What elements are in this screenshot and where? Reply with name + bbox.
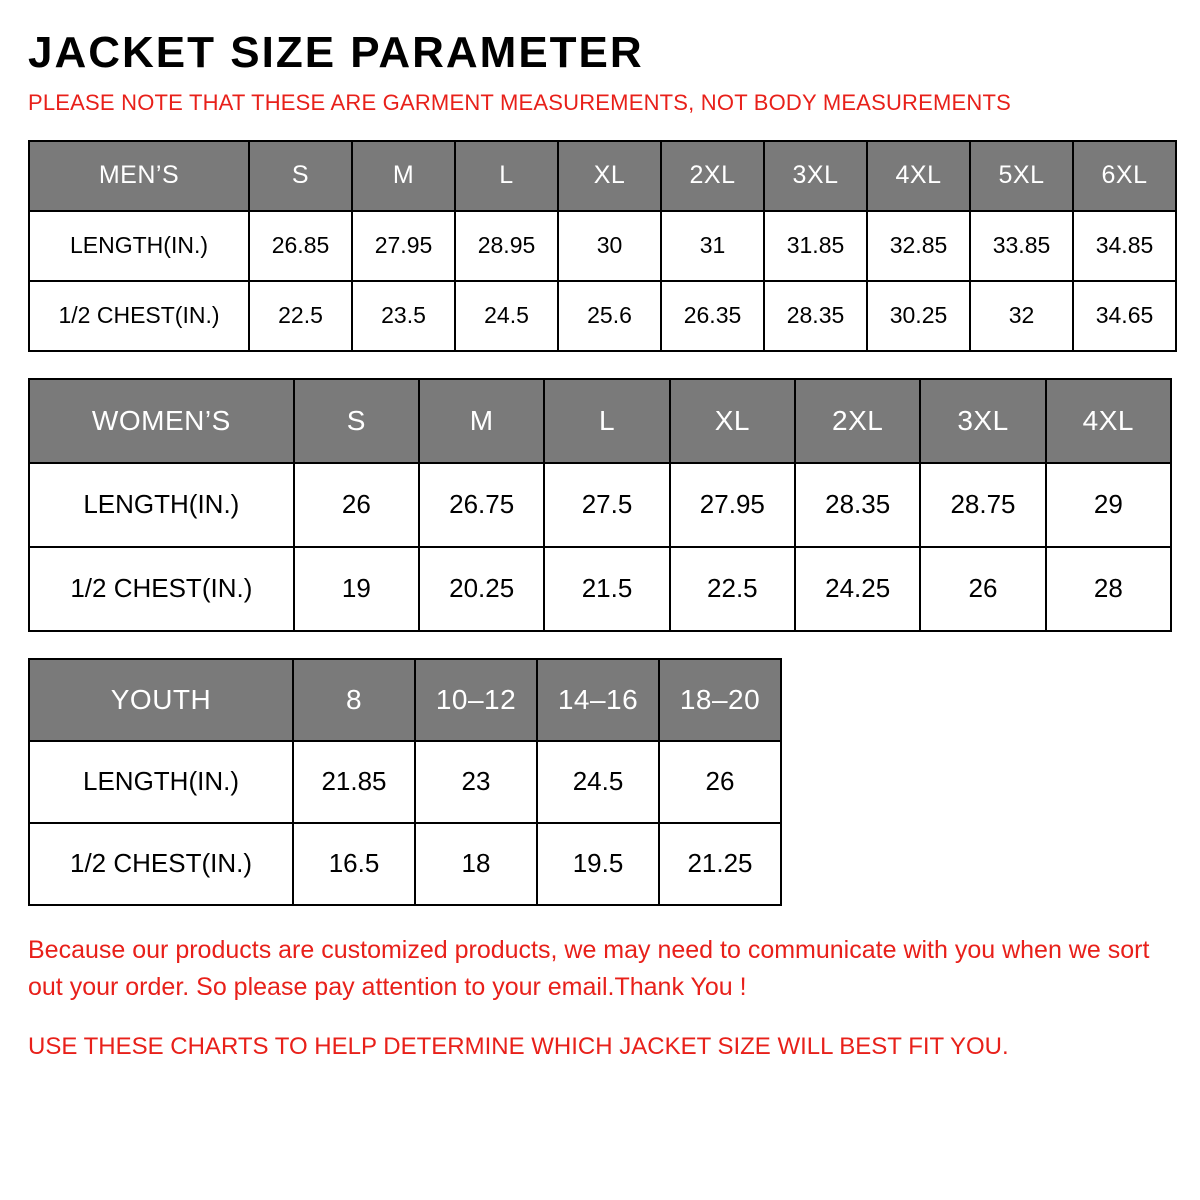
size-header-cell: S bbox=[249, 141, 352, 211]
measurement-cell: 19 bbox=[294, 547, 419, 631]
measurement-cell: 20.25 bbox=[419, 547, 544, 631]
footer-note-customization: Because our products are customized products, we may need to communicate with you when we sort out your order. So please pay attention to your email.Thank You ! bbox=[28, 935, 1150, 1002]
measurement-cell: 18 bbox=[415, 823, 537, 905]
measurement-cell: 24.25 bbox=[795, 547, 920, 631]
measurement-cell: 26 bbox=[920, 547, 1045, 631]
row-label: 1/2 CHEST(IN.) bbox=[29, 547, 294, 631]
youth-table-label: YOUTH bbox=[29, 659, 293, 741]
measurement-cell: 22.5 bbox=[670, 547, 795, 631]
table-row bbox=[29, 211, 1176, 281]
measurement-cell: 23 bbox=[415, 741, 537, 823]
measurement-cell: 28.35 bbox=[764, 281, 867, 351]
size-header-cell: 3XL bbox=[764, 141, 867, 211]
measurement-cell: 28 bbox=[1046, 547, 1171, 631]
size-header-cell: 18–20 bbox=[659, 659, 781, 741]
size-header-cell: 6XL bbox=[1073, 141, 1176, 211]
mens-size-table bbox=[28, 140, 1177, 352]
measurement-cell: 26 bbox=[659, 741, 781, 823]
size-header-cell: 2XL bbox=[795, 379, 920, 463]
measurement-cell: 21.25 bbox=[659, 823, 781, 905]
measurement-cell: 34.85 bbox=[1073, 211, 1176, 281]
measurement-cell: 22.5 bbox=[249, 281, 352, 351]
size-header-cell: 3XL bbox=[920, 379, 1045, 463]
measurement-cell: 27.95 bbox=[352, 211, 455, 281]
measurement-cell: 26 bbox=[294, 463, 419, 547]
measurement-cell: 29 bbox=[1046, 463, 1171, 547]
row-label: LENGTH(IN.) bbox=[29, 211, 249, 281]
measurement-cell: 31 bbox=[661, 211, 764, 281]
measurement-cell: 31.85 bbox=[764, 211, 867, 281]
size-header-cell: XL bbox=[670, 379, 795, 463]
size-header-cell: M bbox=[419, 379, 544, 463]
footer-note-charts: USE THESE CHARTS TO HELP DETERMINE WHICH JACKET SIZE WILL BEST FIT YOU. bbox=[28, 1032, 1009, 1060]
measurement-cell: 27.5 bbox=[544, 463, 669, 547]
measurement-cell: 24.5 bbox=[455, 281, 558, 351]
measurement-cell: 33.85 bbox=[970, 211, 1073, 281]
row-label: LENGTH(IN.) bbox=[29, 463, 294, 547]
size-header-cell: M bbox=[352, 141, 455, 211]
measurement-cell: 34.65 bbox=[1073, 281, 1176, 351]
measurement-cell: 32.85 bbox=[867, 211, 970, 281]
row-label: LENGTH(IN.) bbox=[29, 741, 293, 823]
size-header-cell: 8 bbox=[293, 659, 415, 741]
measurement-cell: 26.85 bbox=[249, 211, 352, 281]
size-header-cell: 14–16 bbox=[537, 659, 659, 741]
measurement-cell: 19.5 bbox=[537, 823, 659, 905]
table-row bbox=[29, 741, 781, 823]
table-row bbox=[29, 281, 1176, 351]
table-header-row bbox=[29, 141, 1176, 211]
measurement-cell: 30 bbox=[558, 211, 661, 281]
table-row bbox=[29, 547, 1171, 631]
measurement-cell: 25.6 bbox=[558, 281, 661, 351]
measurement-cell: 27.95 bbox=[670, 463, 795, 547]
table-row bbox=[29, 463, 1171, 547]
mens-table-label: MEN’S bbox=[29, 141, 249, 211]
size-header-cell: S bbox=[294, 379, 419, 463]
page-title: JACKET SIZE PARAMETER bbox=[28, 28, 644, 77]
measurement-cell: 21.5 bbox=[544, 547, 669, 631]
measurement-cell: 26.35 bbox=[661, 281, 764, 351]
row-label: 1/2 CHEST(IN.) bbox=[29, 823, 293, 905]
measurement-cell: 21.85 bbox=[293, 741, 415, 823]
womens-table-label: WOMEN’S bbox=[29, 379, 294, 463]
size-header-cell: 2XL bbox=[661, 141, 764, 211]
size-header-cell: L bbox=[544, 379, 669, 463]
table-row bbox=[29, 823, 781, 905]
size-header-cell: 4XL bbox=[867, 141, 970, 211]
table-header-row bbox=[29, 379, 1171, 463]
measurement-cell: 23.5 bbox=[352, 281, 455, 351]
measurement-cell: 28.75 bbox=[920, 463, 1045, 547]
measurement-cell: 16.5 bbox=[293, 823, 415, 905]
table-header-row bbox=[29, 659, 781, 741]
measurement-cell: 28.95 bbox=[455, 211, 558, 281]
measurement-note: PLEASE NOTE THAT THESE ARE GARMENT MEASUREMENTS, NOT BODY MEASUREMENTS bbox=[28, 90, 1012, 116]
youth-size-table bbox=[28, 658, 782, 906]
size-header-cell: 4XL bbox=[1046, 379, 1171, 463]
size-header-cell: 10–12 bbox=[415, 659, 537, 741]
womens-size-table bbox=[28, 378, 1172, 632]
size-header-cell: XL bbox=[558, 141, 661, 211]
measurement-cell: 28.35 bbox=[795, 463, 920, 547]
row-label: 1/2 CHEST(IN.) bbox=[29, 281, 249, 351]
measurement-cell: 24.5 bbox=[537, 741, 659, 823]
measurement-cell: 32 bbox=[970, 281, 1073, 351]
size-header-cell: L bbox=[455, 141, 558, 211]
measurement-cell: 26.75 bbox=[419, 463, 544, 547]
size-header-cell: 5XL bbox=[970, 141, 1073, 211]
measurement-cell: 30.25 bbox=[867, 281, 970, 351]
